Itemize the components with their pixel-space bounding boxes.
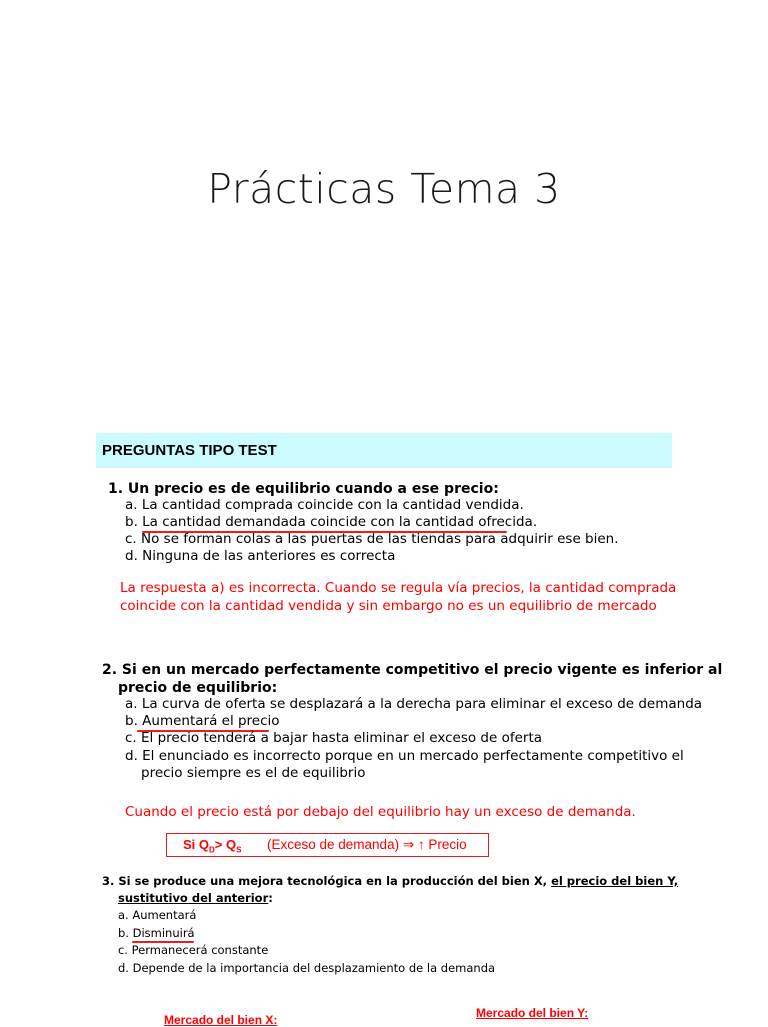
q3-option-b: b. Disminuirá <box>118 926 195 940</box>
q2-box-formula: Si $Q_D> Q_S$ <box>183 837 242 855</box>
q2-option-c: c. El precio tenderá a bajar hasta eliminar el exceso de oferta <box>125 730 543 746</box>
q1-option-b: b. La cantidad demandada coincide con la cantidad ofrecida. <box>125 514 538 530</box>
q3-option-c: c. Permanecerá constante <box>118 943 269 957</box>
question-2-line-2: precio de equilibrio: <box>118 680 278 696</box>
q2-answer-box <box>166 833 489 857</box>
section-banner <box>96 433 672 468</box>
market-x-label: Mercado del bien X: <box>164 1013 278 1027</box>
q2-option-d: d. El enunciado es incorrecto porque en un mercado perfectamente competitivo el <box>125 748 684 764</box>
section-banner-label: PREGUNTAS TIPO TEST <box>102 442 277 459</box>
q3-option-a: a. Aumentará <box>118 908 197 922</box>
question-2-line-1: 2. Si en un mercado perfectamente competitivo el precio vigente es inferior al <box>102 662 723 678</box>
page-title: Prácticas Tema 3 <box>207 165 561 213</box>
market-y-label: Mercado del bien Y: <box>476 1006 589 1020</box>
q2-option-b: b. Aumentará el precio <box>125 713 280 729</box>
question-3-line-2: sustitutivo del anterior: <box>118 891 273 905</box>
question-3-line-1: 3. Si se produce una mejora tecnológica en la producción del bien X, el precio del bien Y, <box>102 874 679 888</box>
q1-option-d: d. Ninguna de las anteriores es correcta <box>125 548 396 564</box>
q2-option-d-continued: precio siempre es el de equilibrio <box>141 765 366 781</box>
q2-box-result: (Exceso de demanda) ⇒ ↑ Precio <box>267 837 467 852</box>
q2-answer: Cuando el precio está por debajo del equilibrio hay un exceso de demanda. <box>125 804 636 820</box>
q1-option-c: c. No se forman colas a las puertas de las tiendas para adquirir ese bien. <box>125 531 619 547</box>
q1-option-a: a. La cantidad comprada coincide con la cantidad vendida. <box>125 497 524 513</box>
q1-answer-line-2: coincide con la cantidad vendida y sin embargo no es un equilibrio de mercado <box>120 598 657 614</box>
question-1: 1. Un precio es de equilibrio cuando a ese precio: <box>108 481 499 497</box>
q1-answer-line-1: La respuesta a) es incorrecta. Cuando se regula vía precios, la cantidad comprada <box>120 580 677 596</box>
q3-option-d: d. Depende de la importancia del desplazamiento de la demanda <box>118 961 496 975</box>
q2-option-a: a. La curva de oferta se desplazará a la derecha para eliminar el exceso de demanda <box>125 696 703 712</box>
